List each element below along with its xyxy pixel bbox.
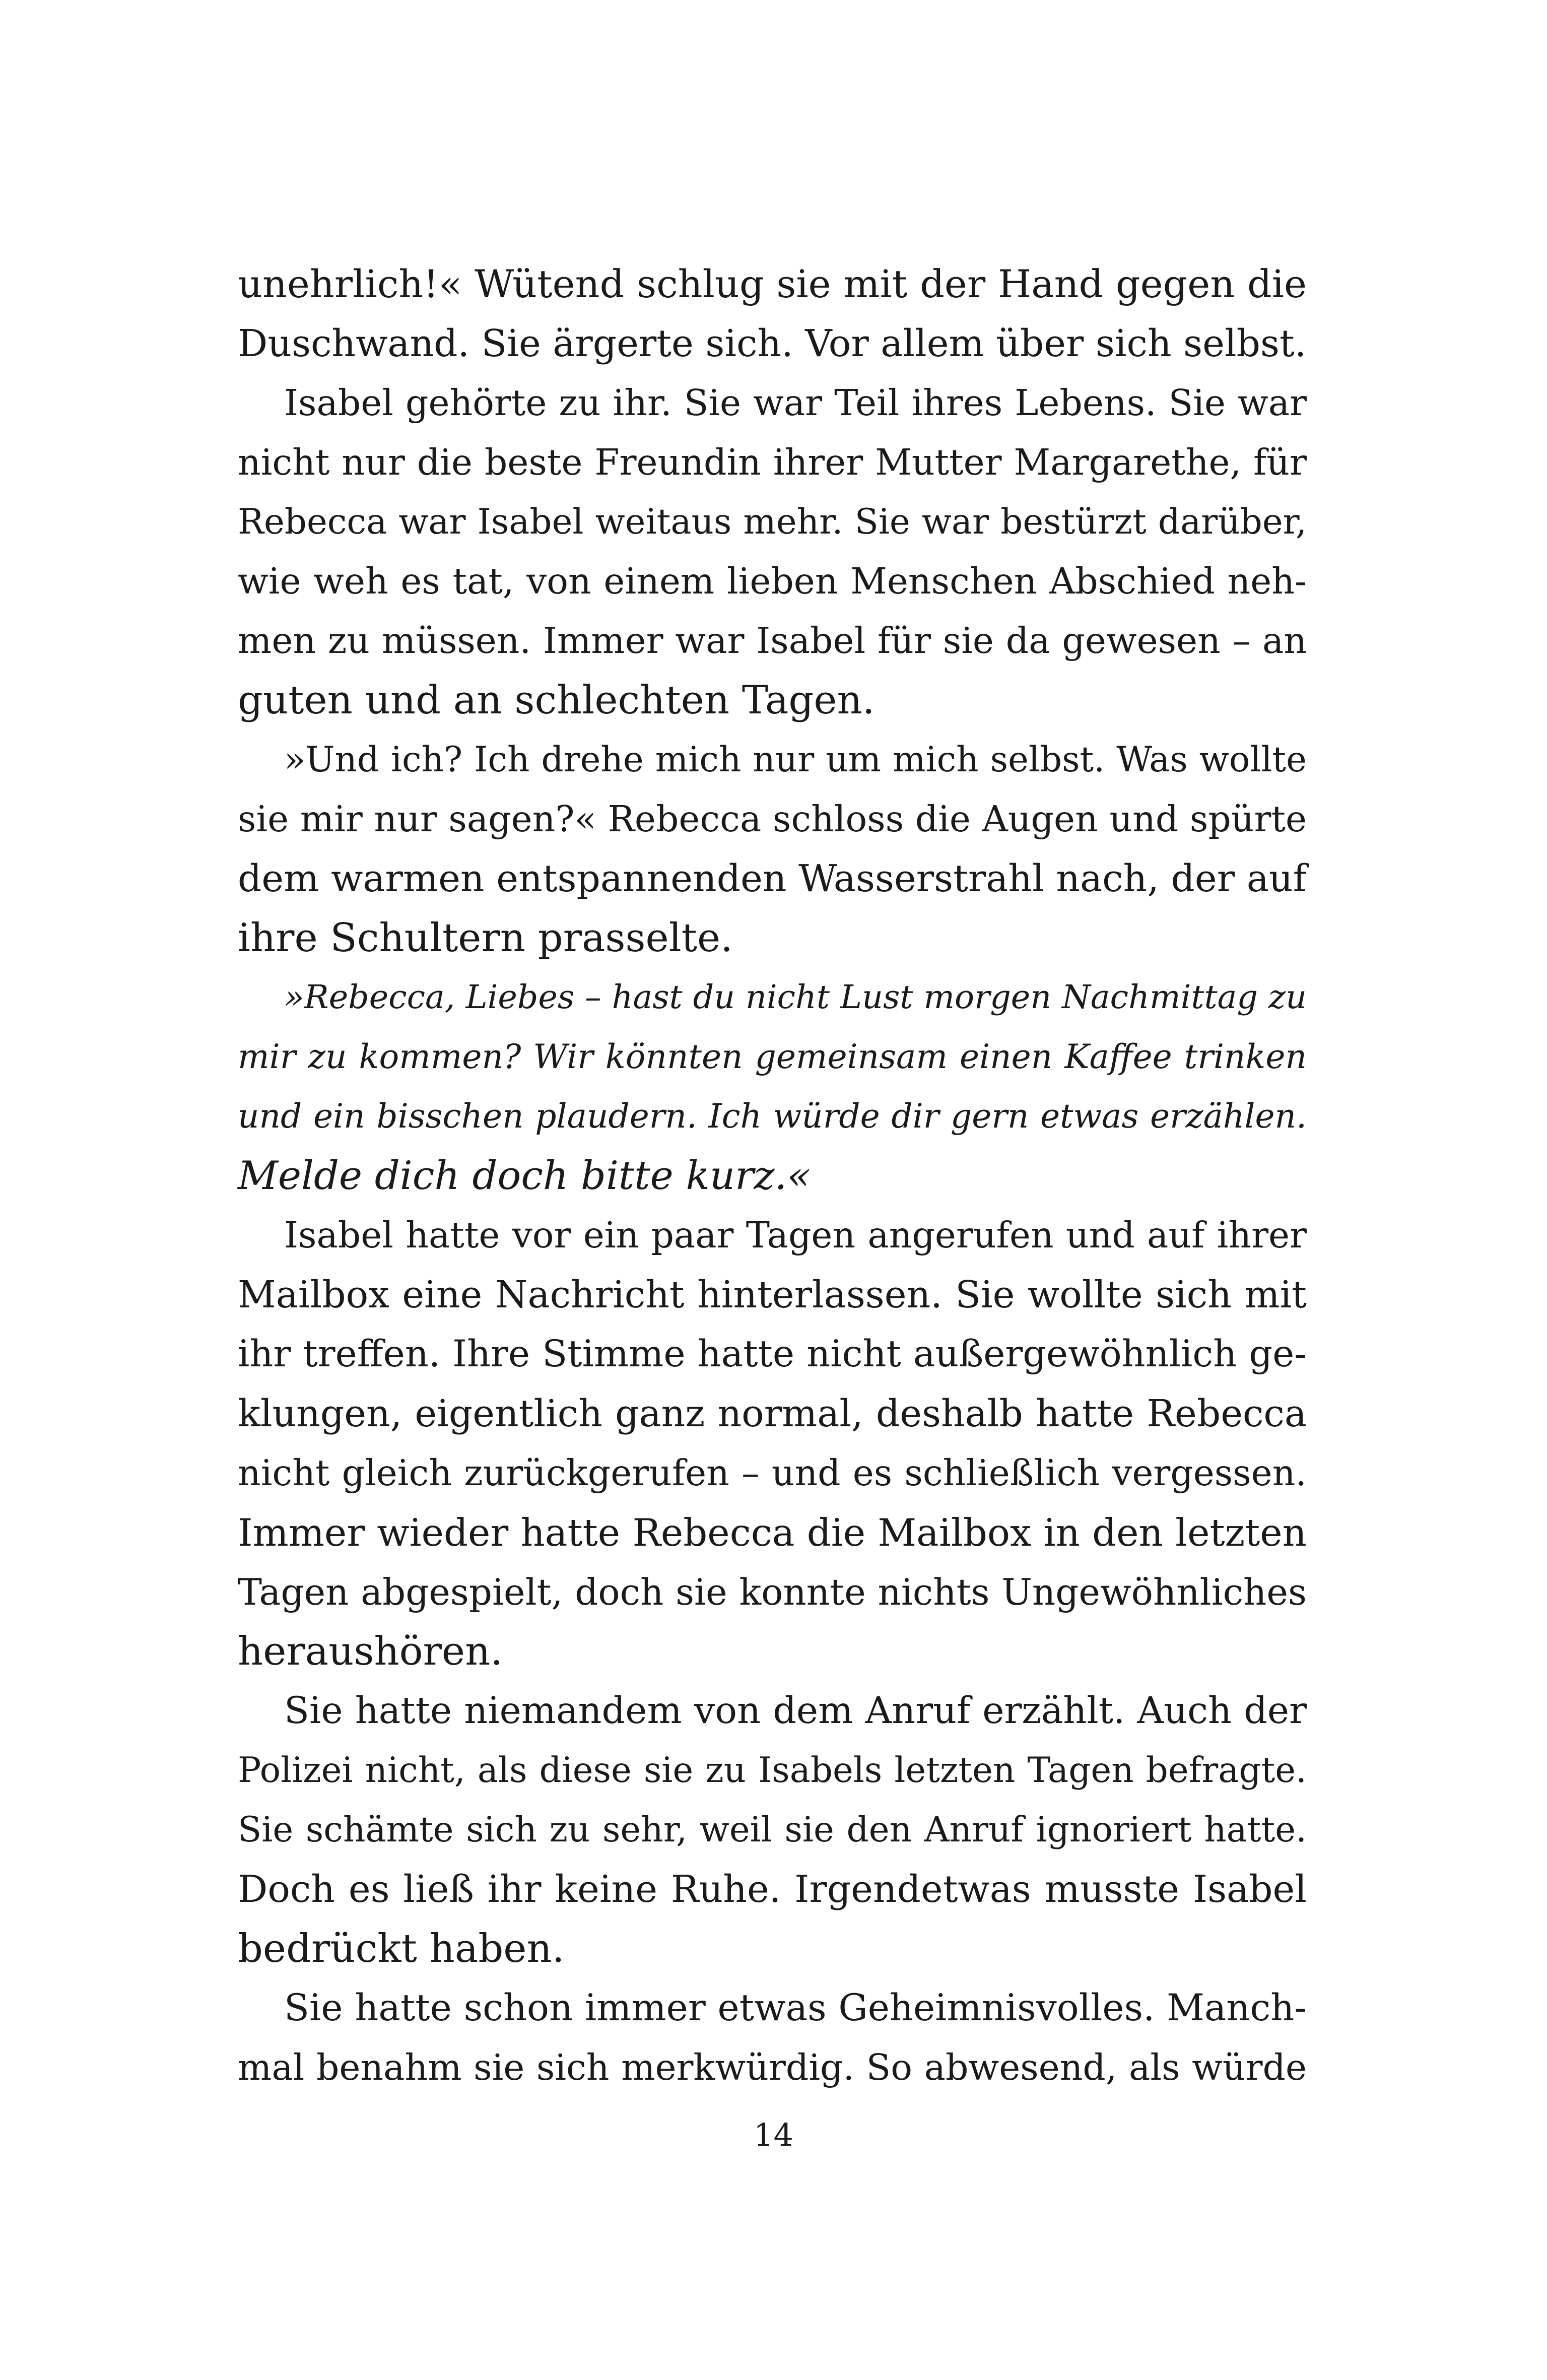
- text-line: ihre Schultern prasselte.: [238, 915, 733, 961]
- text-line: Rebecca war Isabel weitaus mehr. Sie war bestürzt darüber,: [238, 502, 1307, 542]
- text-line: klungen, eigentlich ganz normal, deshalb hatte Rebecca: [238, 1392, 1307, 1435]
- text-line: men zu müssen. Immer war Isabel für sie da gewesen – an: [238, 620, 1307, 662]
- text-line: Sie schämte sich zu sehr, weil sie den Anruf ignoriert hatte.: [238, 1810, 1307, 1850]
- text-line: Melde dich doch bitte kurz.«: [238, 1153, 811, 1199]
- text-line: wie weh es tat, von einem lieben Menschen Abschied neh-: [238, 560, 1307, 602]
- page-number: 14: [754, 2117, 793, 2153]
- text-line: Doch es ließ ihr keine Ruhe. Irgendetwas musste Isabel: [238, 1868, 1307, 1911]
- text-line: Sie hatte schon immer etwas Geheimnisvolles. Manch-: [284, 1987, 1307, 2029]
- text-line: unehrlich!« Wütend schlug sie mit der Hand gegen die: [238, 261, 1307, 306]
- text-line: und ein bisschen plaudern. Ich würde dir gern etwas erzählen.: [238, 1097, 1307, 1136]
- text-line: Tagen abgespielt, doch sie konnte nichts Ungewöhnliches: [238, 1571, 1307, 1613]
- text-line: »Und ich? Ich drehe mich nur um mich selbst. Was wollte: [284, 740, 1307, 780]
- text-line: Mailbox eine Nachricht hinterlassen. Sie wollte sich mit: [238, 1273, 1307, 1316]
- body-text: [238, 254, 1307, 2097]
- text-line: bedrückt haben.: [238, 1926, 565, 1971]
- text-line: mir zu kommen? Wir könnten gemeinsam einen Kaffee trinken: [238, 1037, 1307, 1076]
- text-line: nicht nur die beste Freundin ihrer Mutter Margarethe, für: [238, 441, 1307, 483]
- text-line: mal benahm sie sich merkwürdig. So abwesend, als würde: [238, 2046, 1307, 2088]
- text-line: heraushören.: [238, 1629, 503, 1674]
- text-line: guten und an schlechten Tagen.: [238, 678, 875, 723]
- text-line: »Rebecca, Liebes – hast du nicht Lust morgen Nachmittag zu: [284, 978, 1307, 1016]
- text-line: Immer wieder hatte Rebecca die Mailbox in den letzten: [238, 1510, 1307, 1555]
- text-line: Isabel gehörte zu ihr. Sie war Teil ihres Lebens. Sie war: [284, 382, 1307, 424]
- text-line: ihr treffen. Ihre Stimme hatte nicht außergewöhnlich ge-: [238, 1333, 1307, 1375]
- text-line: nicht gleich zurückgerufen – und es schließlich vergessen.: [238, 1452, 1307, 1494]
- text-line: Sie hatte niemandem von dem Anruf erzählt. Auch der: [284, 1689, 1307, 1732]
- text-line: Polizei nicht, als diese sie zu Isabels letzten Tagen befragte.: [238, 1750, 1307, 1791]
- text-line: Isabel hatte vor ein paar Tagen angerufen und auf ihrer: [284, 1214, 1307, 1256]
- text-line: sie mir nur sagen?« Rebecca schloss die Augen und spürte: [238, 798, 1307, 840]
- text-line: Duschwand. Sie ärgerte sich. Vor allem über sich selbst.: [238, 322, 1307, 365]
- text-line: dem warmen entspannenden Wasserstrahl nach, der auf: [238, 857, 1307, 900]
